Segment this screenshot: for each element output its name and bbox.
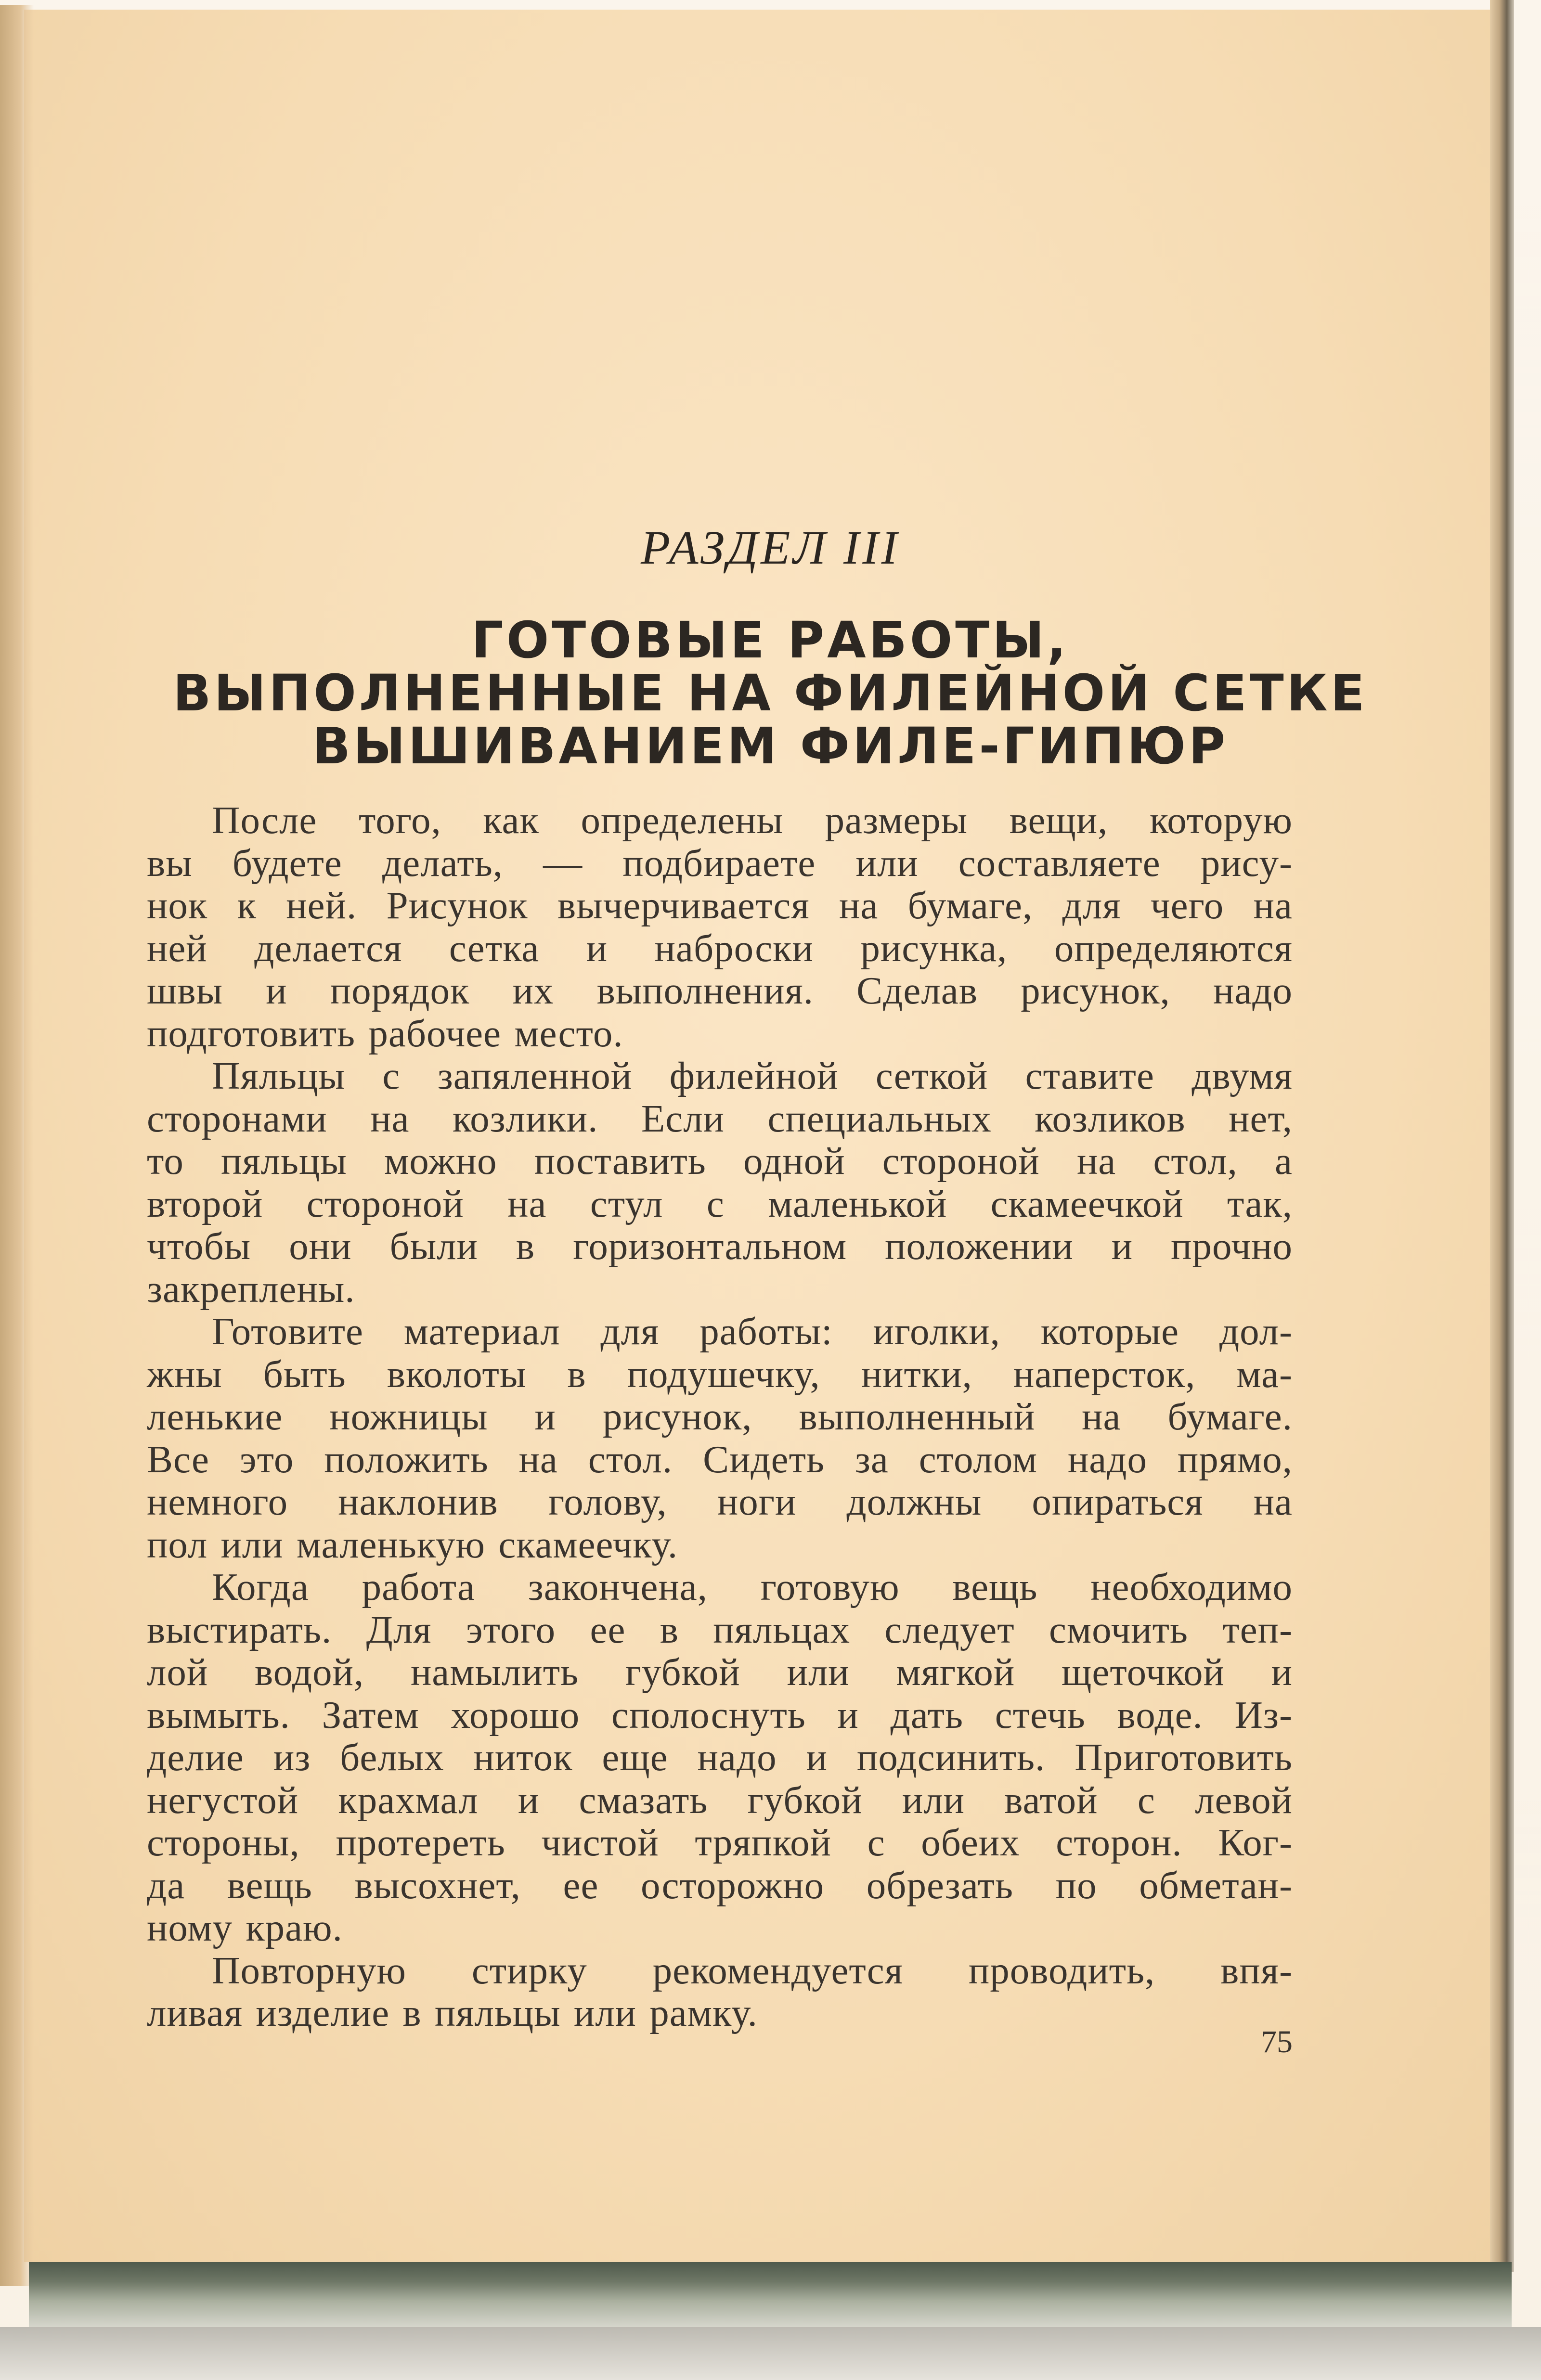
- paragraph-line: делие из белых ниток еще надо и подсинить. Приготовить: [147, 1736, 1293, 1779]
- paragraph-line: После того, как определены размеры вещи, которую: [212, 798, 1293, 842]
- paragraph-line: негустой крахмал и смазать губкой или ватой с левой: [147, 1778, 1293, 1822]
- paragraph-line: чтобы они были в горизонтальном положении и прочно: [147, 1224, 1293, 1268]
- paragraph-line: да вещь высохнет, ее осторожно обрезать по обметан-: [147, 1863, 1293, 1907]
- paragraph-line: подготовить рабочее место.: [147, 1011, 623, 1055]
- paragraph-line: жны быть вколоты в подушечку, нитки, наперсток, ма-: [147, 1352, 1293, 1396]
- paragraph-line: Готовите материал для работы: иголки, которые дол-: [212, 1310, 1293, 1353]
- title-line: ВЫПОЛНЕННЫЕ НА ФИЛЕЙНОЙ СЕТКЕ: [173, 664, 1368, 722]
- paragraph-line: немного наклонив голову, ноги должны опираться на: [147, 1480, 1293, 1523]
- paragraph-line: то пяльцы можно поставить одной стороной на стол, а: [147, 1139, 1293, 1183]
- book-cover-edge: [29, 2262, 1512, 2327]
- paragraph-line: пол или маленькую скамеечку.: [147, 1522, 678, 1566]
- paragraph-line: ленькие ножницы и рисунок, выполненный на бумаге.: [147, 1395, 1293, 1438]
- paragraph-line: Пяльцы с запяленной филейной сеткой ставите двумя: [212, 1054, 1293, 1097]
- section-label: РАЗДЕЛ III: [641, 521, 900, 574]
- paragraph-line: Все это положить на стол. Сидеть за столом надо прямо,: [147, 1437, 1293, 1481]
- paragraph-line: второй стороной на стул с маленькой скамеечкой так,: [147, 1182, 1293, 1225]
- paragraph-line: закреплены.: [147, 1267, 355, 1311]
- title-line: ВЫШИВАНИЕМ ФИЛЕ-ГИПЮР: [312, 717, 1229, 775]
- paragraph-line: вымыть. Затем хорошо сполоснуть и дать стечь воде. Из-: [147, 1693, 1293, 1737]
- chapter-title: [96, 611, 1444, 775]
- paragraph-line: сторонами на козлики. Если специальных козликов нет,: [147, 1096, 1293, 1140]
- page-spine-shadow: [0, 5, 34, 2286]
- paragraph-line: ливая изделие в пяльцы или рамку.: [147, 1991, 758, 2034]
- paragraph-line: выстирать. Для этого ее в пяльцах следует смочить теп-: [147, 1608, 1293, 1651]
- body-text: [147, 799, 1293, 2034]
- title-line: ГОТОВЫЕ РАБОТЫ,: [471, 611, 1069, 669]
- paragraph-line: Когда работа закончена, готовую вещь необходимо: [212, 1565, 1293, 1608]
- paragraph-line: лой водой, намылить губкой или мягкой щеточкой и: [147, 1650, 1293, 1694]
- paragraph-line: Повторную стирку рекомендуется проводить, впя-: [212, 1948, 1293, 1992]
- paragraph-line: вы будете делать, — подбираете или составляете рису-: [147, 841, 1293, 885]
- paragraph-line: швы и порядок их выполнения. Сделав рисунок, надо: [147, 969, 1293, 1012]
- paragraph-line: нок к ней. Рисунок вычерчивается на бумаге, для чего на: [147, 884, 1293, 927]
- paragraph-line: ному краю.: [147, 1906, 343, 1949]
- scanner-bed: [0, 2327, 1541, 2380]
- page-number: 75: [1261, 2024, 1293, 2059]
- paragraph-line: ней делается сетка и наброски рисунка, определяются: [147, 926, 1293, 970]
- paragraph-line: стороны, протереть чистой тряпкой с обеих сторон. Ког-: [147, 1821, 1293, 1864]
- page-edge: [1490, 0, 1514, 2272]
